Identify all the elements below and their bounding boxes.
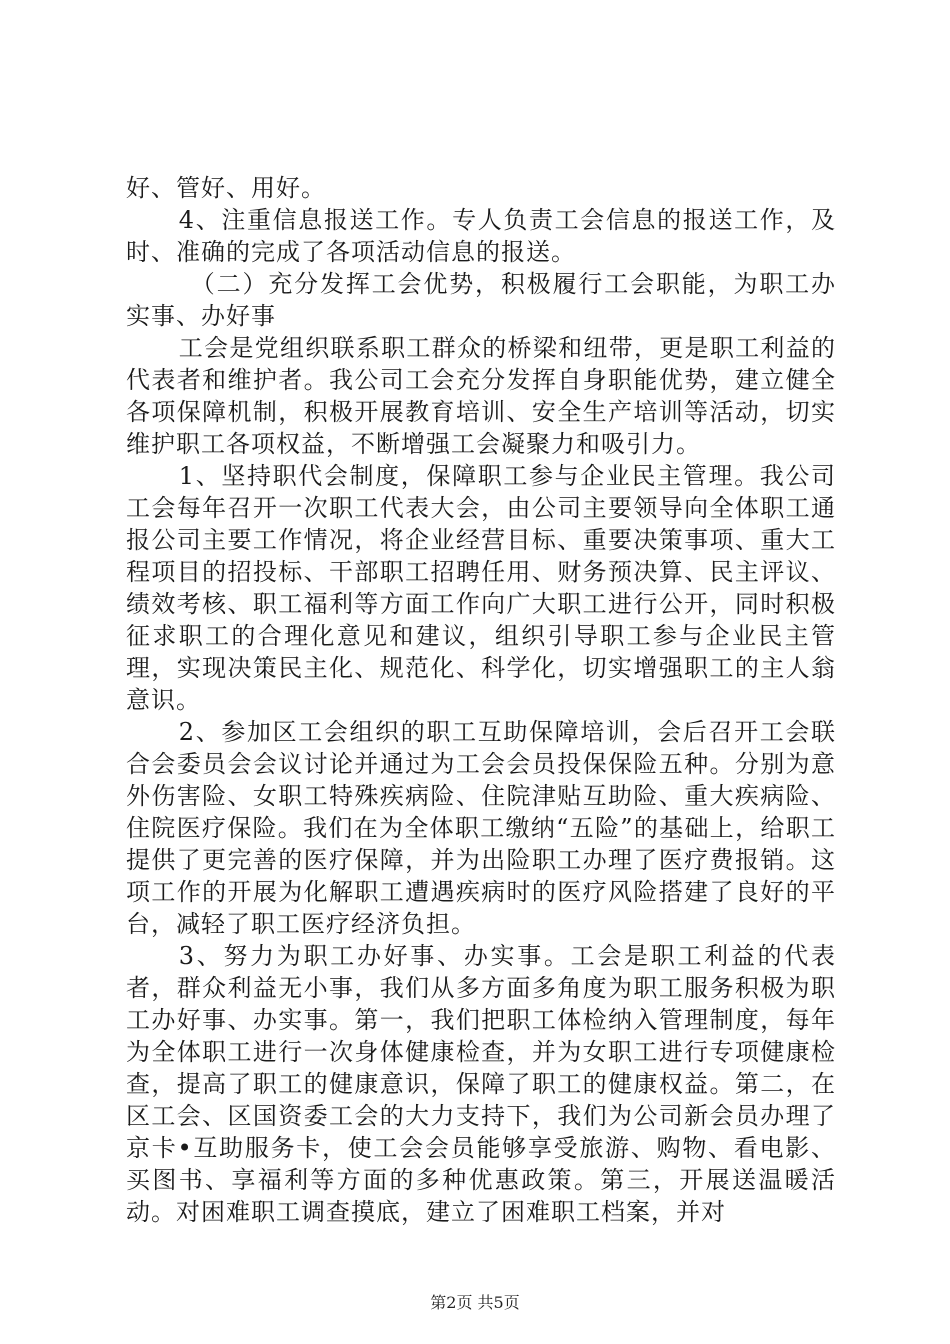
paragraph-continuation: 好、管好、用好。 xyxy=(126,174,326,202)
paragraph-item-2: 2、参加区工会组织的职工互助保障培训，会后召开工会联合会委员会会议讨论并通过为工会会员投保保险五种。分别为意外伤害险、女职工特殊疾病险、住院津贴互助险、重大疾病险、住院医疗保险。我们在为全体职工缴纳“五险”的基础上，给职工提供了更完善的医疗保障，并为出险职工办理了医疗费报销。这项工作的开展为化解职工遭遇疾病时的医疗风险搭建了良好的平台，减轻了职工医疗经济负担。 xyxy=(126,718,836,938)
page-footer: 第2页 共5页 xyxy=(430,1293,520,1312)
section-heading-2: （二）充分发挥工会优势，积极履行工会职能，为职工办实事、办好事 xyxy=(126,270,836,330)
paragraph-item-4: 4、注重信息报送工作。专人负责工会信息的报送工作，及时、准确的完成了各项活动信息的报送。 xyxy=(126,206,836,266)
paragraph-union-role: 工会是党组织联系职工群众的桥梁和纽带，更是职工利益的代表者和维护者。我公司工会充分发挥自身职能优势，建立健全各项保障机制，积极开展教育培训、安全生产培训等活动，切实维护职工各项权益，不断增强工会凝聚力和吸引力。 xyxy=(126,334,836,458)
document-body xyxy=(126,172,836,1228)
paragraph-item-3: 3、努力为职工办好事、办实事。工会是职工利益的代表者，群众利益无小事，我们从多方面多角度为职工服务积极为职工办好事、办实事。第一，我们把职工体检纳入管理制度，每年为全体职工进行一次身体健康检查，并为女职工进行专项健康检查，提高了职工的健康意识，保障了职工的健康权益。第二，在区工会、区国资委工会的大力支持下，我们为公司新会员办理了京卡•互助服务卡，使工会会员能够享受旅游、购物、看电影、买图书、享福利等方面的多种优惠政策。第三，开展送温暖活动。对困难职工调查摸底，建立了困难职工档案，并对 xyxy=(126,942,836,1226)
paragraph-item-1: 1、坚持职代会制度，保障职工参与企业民主管理。我公司工会每年召开一次职工代表大会，由公司主要领导向全体职工通报公司主要工作情况，将企业经营目标、重要决策事项、重大工程项目的招投标、干部职工招聘任用、财务预决算、民主评议、绩效考核、职工福利等方面工作向广大职工进行公开，同时积极征求职工的合理化意见和建议，组织引导职工参与企业民主管理，实现决策民主化、规范化、科学化，切实增强职工的主人翁意识。 xyxy=(126,462,836,714)
